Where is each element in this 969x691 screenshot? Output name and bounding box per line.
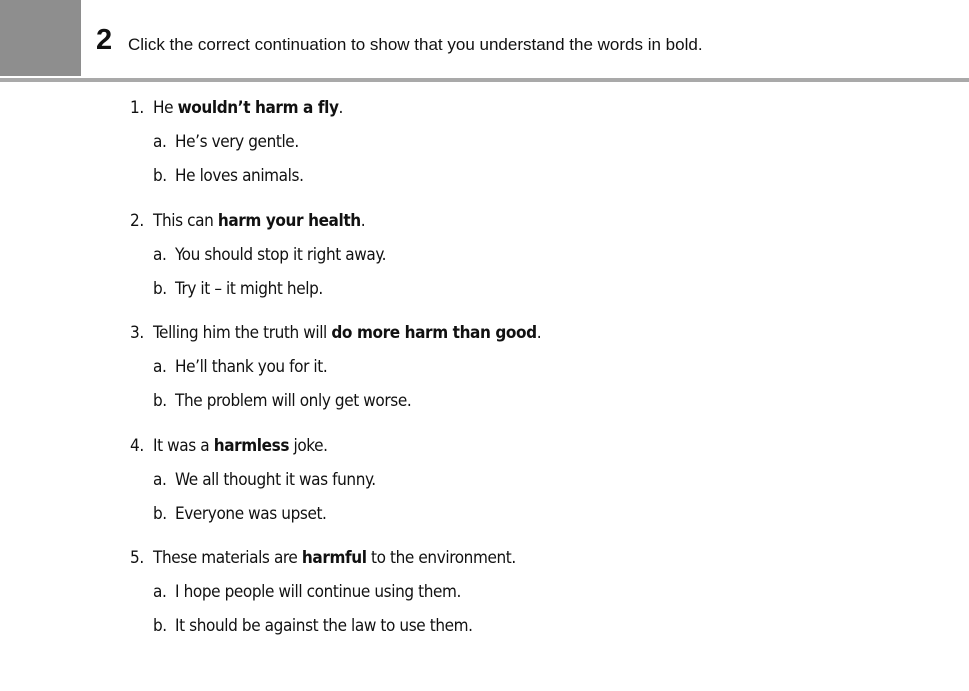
option-4a[interactable] bbox=[153, 460, 930, 494]
question-number: 4. bbox=[130, 435, 144, 456]
option-text: He’ll thank you for it. bbox=[175, 357, 328, 377]
bold-phrase: harm your health bbox=[217, 210, 361, 231]
option-text: You should stop it right away. bbox=[175, 244, 387, 265]
question-number: 1. bbox=[130, 98, 144, 118]
question-number: 2. bbox=[130, 210, 144, 231]
option-text: The problem will only get worse. bbox=[175, 391, 412, 411]
option-letter: b. bbox=[153, 166, 167, 186]
option-letter: b. bbox=[153, 278, 167, 299]
option-5b[interactable] bbox=[153, 606, 930, 640]
header-gray-block bbox=[0, 0, 81, 76]
stem-text: It was a bbox=[153, 435, 214, 456]
stem-text: These materials are bbox=[153, 548, 302, 568]
option-letter: a. bbox=[153, 244, 167, 265]
stem-text-end: . bbox=[360, 210, 366, 231]
option-letter: b. bbox=[153, 391, 167, 411]
stem-text-end: . bbox=[536, 323, 542, 343]
option-letter: b. bbox=[153, 616, 167, 636]
option-text: He’s very gentle. bbox=[175, 132, 299, 152]
option-3a[interactable] bbox=[153, 347, 930, 381]
option-letter: a. bbox=[153, 469, 167, 490]
header-divider bbox=[0, 78, 969, 82]
question-number: 3. bbox=[130, 323, 144, 343]
question-stem bbox=[130, 210, 930, 235]
bold-phrase: harmless bbox=[213, 435, 290, 456]
option-letter: a. bbox=[153, 132, 167, 152]
question-5 bbox=[130, 547, 930, 660]
bold-phrase: do more harm than good bbox=[331, 323, 537, 343]
bold-phrase: harmful bbox=[301, 548, 367, 568]
option-5a[interactable] bbox=[153, 572, 930, 606]
option-letter: a. bbox=[153, 582, 167, 602]
option-1b[interactable] bbox=[153, 156, 930, 190]
exercise-number: 2 bbox=[96, 24, 113, 56]
question-stem bbox=[130, 97, 930, 122]
stem-text-end: . bbox=[338, 98, 344, 118]
option-2b[interactable] bbox=[153, 269, 930, 303]
option-text: I hope people will continue using them. bbox=[175, 582, 462, 602]
question-1 bbox=[130, 97, 930, 210]
option-4b[interactable] bbox=[153, 494, 930, 528]
question-list bbox=[130, 97, 930, 660]
option-letter: a. bbox=[153, 357, 167, 377]
option-letter: b. bbox=[153, 503, 167, 524]
option-2a[interactable] bbox=[153, 235, 930, 269]
stem-text-end: joke. bbox=[289, 435, 328, 456]
option-text: Everyone was upset. bbox=[175, 503, 327, 524]
stem-text: This can bbox=[153, 210, 218, 231]
stem-text: Telling him the truth will bbox=[153, 323, 332, 343]
exercise-instruction: Click the correct continuation to show that you understand the words in bold. bbox=[128, 35, 703, 54]
question-3 bbox=[130, 322, 930, 435]
question-stem bbox=[130, 435, 930, 460]
stem-text: He bbox=[153, 98, 178, 118]
bold-phrase: wouldn’t harm a fly bbox=[177, 98, 339, 118]
stem-text-end: to the environment. bbox=[366, 548, 516, 568]
option-text: Try it – it might help. bbox=[175, 278, 323, 299]
exercise-header bbox=[0, 0, 969, 84]
question-stem bbox=[130, 547, 930, 572]
option-text: It should be against the law to use them. bbox=[175, 616, 473, 636]
option-text: We all thought it was funny. bbox=[175, 469, 376, 490]
option-3b[interactable] bbox=[153, 381, 930, 415]
question-number: 5. bbox=[130, 548, 144, 568]
question-stem bbox=[130, 322, 930, 347]
option-1a[interactable] bbox=[153, 122, 930, 156]
option-text: He loves animals. bbox=[175, 166, 304, 186]
question-2 bbox=[130, 210, 930, 323]
question-4 bbox=[130, 435, 930, 548]
